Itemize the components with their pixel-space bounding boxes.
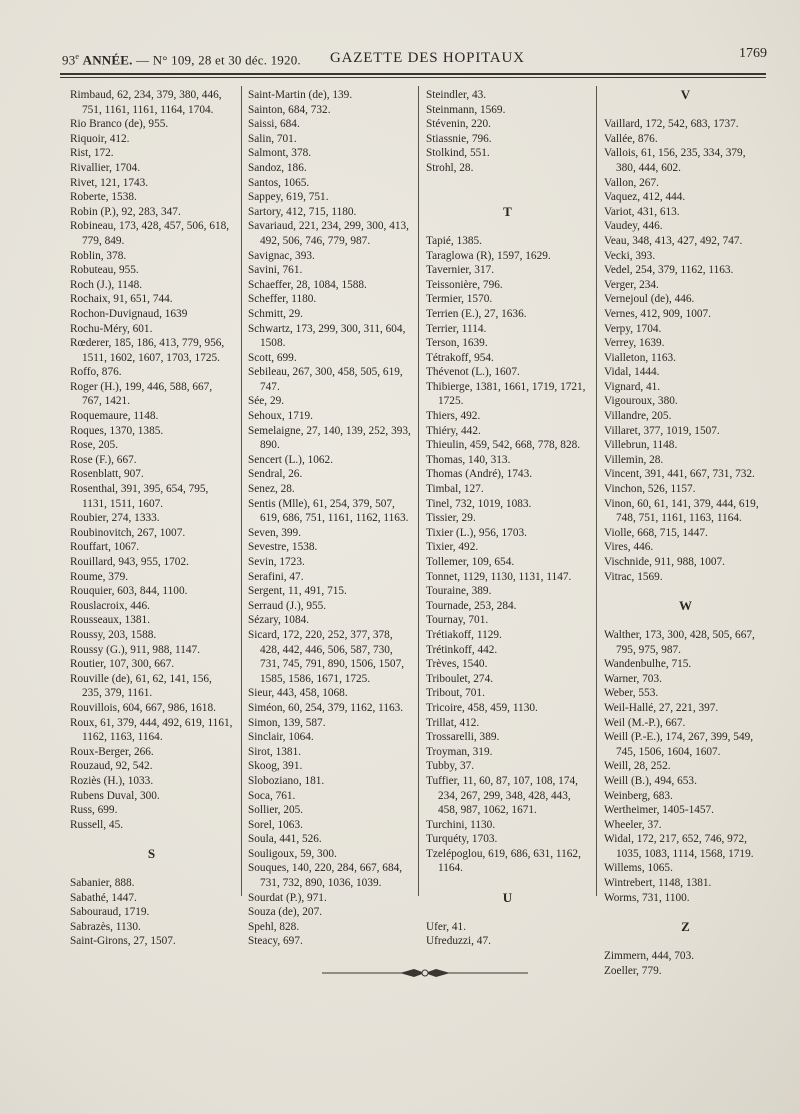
section-letter: T: [503, 203, 513, 219]
index-entry: Sartory, 412, 715, 1180.: [248, 205, 357, 218]
edition-suffix: e: [75, 52, 80, 61]
spacer: [426, 190, 590, 205]
index-entry: Rose, 205.: [70, 439, 119, 452]
index-entry: Terrier, 1114.: [426, 322, 487, 335]
index-entry: Vaillard, 172, 542, 683, 1737.: [604, 118, 739, 131]
index-entry: Weinberg, 683.: [604, 789, 673, 802]
index-entry: Trillat, 412.: [426, 716, 480, 729]
index-entry: Villandre, 205.: [604, 410, 672, 423]
index-entry: Vidal, 1444.: [604, 366, 660, 379]
index-entry: Rimbaud, 62, 234, 379, 380, 446, 751, 1161, 1161, 1164, 1704.: [70, 89, 222, 116]
index-entry: Willems, 1065.: [604, 862, 673, 875]
index-entry: Scott, 699.: [248, 351, 297, 364]
index-entry: Roux-Berger, 266.: [70, 745, 154, 758]
index-entry: Weil-Hallé, 27, 221, 397.: [604, 701, 719, 714]
index-entry: Rosenthal, 391, 395, 654, 795, 1131, 1511, 1607.: [70, 483, 209, 510]
spacer: [426, 176, 590, 191]
index-entry: Verger, 234.: [604, 278, 659, 291]
index-entry: Santos, 1065.: [248, 176, 310, 189]
index-entry: Sainton, 684, 732.: [248, 103, 331, 116]
index-entry: Saint-Martin (de), 139.: [248, 89, 353, 101]
index-entry: Rivallier, 1704.: [70, 161, 141, 174]
index-entry: Teissonière, 796.: [426, 278, 503, 291]
index-entry: Sollier, 205.: [248, 804, 304, 817]
index-entry: Vallon, 267.: [604, 176, 659, 189]
index-entry: Savariaud, 221, 234, 299, 300, 413, 492, 506, 746, 779, 987.: [248, 220, 409, 247]
index-entry: Roffo, 876.: [70, 366, 122, 379]
spacer: [604, 905, 768, 920]
index-entry: Thomas, 140, 313.: [426, 453, 511, 466]
index-entry: Rouzaud, 92, 542.: [70, 760, 153, 773]
section-letter: U: [502, 889, 514, 905]
index-entry: Slobozianо, 181.: [248, 774, 325, 787]
index-entry: Schaeffer, 28, 1084, 1588.: [248, 278, 367, 291]
spacer: [604, 103, 768, 118]
index-entry: Trèves, 1540.: [426, 658, 488, 671]
index-entry: Terrien (E.), 27, 1636.: [426, 307, 527, 320]
index-entry: Wandenbulhe, 715.: [604, 658, 692, 671]
page-number: 1769: [739, 46, 767, 61]
index-entry: Souligoux, 59, 300.: [248, 847, 337, 860]
spacer: [70, 861, 234, 876]
index-entry: Sergent, 11, 491, 715.: [248, 585, 347, 598]
index-entry: Saissi, 684.: [248, 118, 300, 131]
index-entry: Salin, 701.: [248, 132, 297, 145]
index-entry: Wintrebert, 1148, 1381.: [604, 877, 712, 890]
journal-title: GAZETTE DES HOPITAUX: [330, 50, 525, 66]
index-entry: Sevin, 1723.: [248, 556, 305, 568]
index-entry: Sabouraud, 1719.: [70, 906, 150, 919]
index-column-4: [604, 88, 768, 978]
index-entry: Thévenot (L.), 1607.: [426, 366, 520, 379]
spacer: [604, 613, 768, 628]
index-entry: Weill (P.-E.), 174, 267, 399, 549, 745, 1506, 1604, 1607.: [604, 731, 754, 758]
index-entry: Rist, 172.: [70, 147, 114, 160]
index-entry: Vigouroux, 380.: [604, 395, 678, 408]
index-entry: Touraine, 389.: [426, 585, 492, 598]
index-entry: Thomas (André), 1743.: [426, 468, 533, 481]
index-entry: Roux, 61, 379, 444, 492, 619, 1161, 1162, 1163, 1164.: [70, 716, 233, 744]
section-letter: W: [679, 597, 693, 613]
index-entry: Sappey, 619, 751.: [248, 191, 329, 204]
index-entry: Rivet, 121, 1743.: [70, 176, 149, 189]
index-entry: Routier, 107, 300, 667.: [70, 658, 175, 671]
index-entry: Rio Branco (de), 955.: [70, 118, 169, 131]
index-entry: Tixier (L.), 956, 1703.: [426, 526, 527, 539]
index-entry: Roussy (G.), 911, 988, 1147.: [70, 643, 201, 656]
index-entry: Riquoir, 412.: [70, 132, 130, 145]
index-entry: Souques, 140, 220, 284, 667, 684, 731, 732, 890, 1036, 1039.: [248, 862, 403, 890]
index-entry: Siméon, 60, 254, 379, 1162, 1163.: [248, 701, 404, 714]
index-entry: Simon, 139, 587.: [248, 716, 326, 729]
header-rule-thin: [60, 77, 766, 78]
index-entry: Sieur, 443, 458, 1068.: [248, 687, 348, 700]
index-entry: Tétrakoff, 954.: [426, 351, 494, 364]
index-entry: Trétiakoff, 1129.: [426, 628, 502, 641]
index-entry: Serafini, 47.: [248, 570, 304, 583]
index-entry: Thieulin, 459, 542, 668, 778, 828.: [426, 439, 581, 452]
index-column-2: [248, 88, 412, 949]
index-entry: Tournay, 701.: [426, 614, 489, 627]
index-entry: Vignard, 41.: [604, 380, 661, 393]
index-entry: Rouville (de), 61, 62, 141, 156, 235, 379, 1161.: [70, 672, 212, 700]
index-entry: Vitrac, 1569.: [604, 570, 663, 583]
section-letter: V: [680, 87, 692, 102]
index-entry: Roubier, 274, 1333.: [70, 512, 160, 525]
index-entry: Saint-Girons, 27, 1507.: [70, 935, 176, 948]
index-entry: Sourdat (P.), 971.: [248, 891, 327, 904]
index-entry: Weill (B.), 494, 653.: [604, 774, 697, 787]
index-entry: Soula, 441, 526.: [248, 833, 322, 846]
index-entry: Roume, 379.: [70, 570, 129, 583]
index-column-1: [70, 88, 234, 949]
index-entry: Sézary, 1084.: [248, 614, 310, 627]
index-entry: Ufreduzzi, 47.: [426, 935, 491, 948]
index-entry: Tzelépoglou, 619, 686, 631, 1162, 1164.: [426, 847, 581, 875]
index-entry: Semelaigne, 27, 140, 139, 252, 393, 890.: [248, 424, 411, 452]
index-entry: Wertheimer, 1405-1457.: [604, 804, 715, 817]
index-entry: Spehl, 828.: [248, 920, 300, 933]
index-entry: Rochaix, 91, 651, 744.: [70, 293, 173, 306]
index-entry: Sabathé, 1447.: [70, 891, 137, 904]
index-entry: Stolkind, 551.: [426, 147, 490, 160]
index-entry: Vialleton, 1163.: [604, 351, 677, 364]
index-entry: Rouquier, 603, 844, 1100.: [70, 585, 188, 598]
index-entry: Roubinovitch, 267, 1007.: [70, 526, 186, 539]
index-entry: Sirot, 1381.: [248, 745, 302, 758]
index-entry: Savignac, 393.: [248, 249, 315, 262]
column-divider: [596, 86, 597, 896]
index-entry: Vinchon, 526, 1157.: [604, 483, 696, 496]
index-entry: Roques, 1370, 1385.: [70, 424, 164, 437]
index-entry: Roussy, 203, 1588.: [70, 628, 157, 641]
annee-label: ANNÉE.: [82, 52, 133, 68]
column-divider: [241, 86, 242, 896]
index-entry: Stiassnie, 796.: [426, 132, 492, 145]
index-entry: Scheffer, 1180.: [248, 293, 317, 306]
issue-info: — N° 109, 28 et 30 déc. 1920.: [136, 52, 301, 68]
index-entry: Troyman, 319.: [426, 745, 493, 758]
index-entry: Sendral, 26.: [248, 468, 303, 481]
index-entry: Roquemaure, 1148.: [70, 410, 159, 423]
index-entry: Sabrazès, 1130.: [70, 920, 141, 933]
index-entry: Tonnet, 1129, 1130, 1131, 1147.: [426, 570, 572, 583]
index-entry: Tapié, 1385.: [426, 234, 482, 247]
index-entry: Vaquez, 412, 444.: [604, 191, 686, 204]
index-entry: Schmitt, 29.: [248, 307, 303, 320]
index-entry: Vecki, 393.: [604, 249, 656, 262]
index-entry: Worms, 731, 1100.: [604, 891, 690, 904]
index-entry: Trétinkoff, 442.: [426, 643, 498, 656]
index-entry: Rochu-Méry, 601.: [70, 322, 153, 335]
page-header: [62, 44, 767, 72]
index-entry: Tavernier, 317.: [426, 264, 495, 277]
index-entry: Thibierge, 1381, 1661, 1719, 1721, 1725.: [426, 380, 586, 408]
index-entry: Termier, 1570.: [426, 293, 493, 306]
index-entry: Sandoz, 186.: [248, 161, 307, 174]
spacer: [426, 905, 590, 920]
index-entry: Rouvillois, 604, 667, 986, 1618.: [70, 701, 216, 714]
index-entry: Turchini, 1130.: [426, 818, 496, 831]
index-entry: Zoeller, 779.: [604, 964, 662, 977]
index-entry: Steinmann, 1569.: [426, 103, 506, 116]
index-entry: Verrey, 1639.: [604, 337, 665, 350]
index-entry: Taraglowa (R), 1597, 1629.: [426, 249, 551, 262]
index-entry: Verpy, 1704.: [604, 322, 662, 335]
index-entry: Tinel, 732, 1019, 1083.: [426, 497, 532, 510]
index-entry: Villebrun, 1148.: [604, 439, 678, 452]
edition-number: 93: [62, 52, 76, 68]
index-entry: Robineau, 173, 428, 457, 506, 618, 779, 849.: [70, 220, 230, 247]
spacer: [604, 934, 768, 949]
index-entry: Weil (M.-P.), 667.: [604, 716, 686, 729]
index-entry: Weill, 28, 252.: [604, 760, 671, 773]
index-entry: Vires, 446.: [604, 541, 654, 554]
index-column-3: [426, 88, 590, 949]
index-entry: Rochon-Duvignaud, 1639: [70, 307, 188, 320]
index-entry: Robin (P.), 92, 283, 347.: [70, 205, 181, 218]
index-entry: Strohl, 28.: [426, 161, 474, 174]
index-entry: Violle, 668, 715, 1447.: [604, 526, 708, 539]
index-entry: Widal, 172, 217, 652, 746, 972, 1035, 1083, 1114, 1568, 1719.: [604, 833, 754, 860]
index-entry: Vischnide, 911, 988, 1007.: [604, 556, 725, 568]
index-entry: Weber, 553.: [604, 687, 659, 700]
index-entry: Sorel, 1063.: [248, 818, 303, 831]
index-entry: Rouslacroix, 446.: [70, 599, 151, 612]
index-entry: Souza (de), 207.: [248, 906, 323, 919]
index-entry: Steindler, 43.: [426, 89, 487, 101]
index-entry: Roberte, 1538.: [70, 191, 137, 204]
index-entry: Senez, 28.: [248, 483, 295, 496]
index-entry: Skoog, 391.: [248, 760, 303, 773]
index-entry: Steacy, 697.: [248, 935, 303, 948]
section-letter: S: [147, 845, 157, 861]
section-letter: Z: [681, 918, 691, 934]
index-entry: Thiers, 492.: [426, 410, 481, 423]
index-entry: Rouillard, 943, 955, 1702.: [70, 556, 189, 568]
index-entry: Roger (H.), 199, 446, 588, 667, 767, 1421.: [70, 380, 213, 408]
index-entry: Schwartz, 173, 299, 300, 311, 604, 1508.: [248, 322, 406, 350]
spacer: [426, 219, 590, 234]
index-entry: Russell, 45.: [70, 818, 124, 831]
index-entry: Veau, 348, 413, 427, 492, 747.: [604, 234, 743, 247]
index-entry: Tollemer, 109, 654.: [426, 556, 515, 568]
index-entry: Rubens Duval, 300.: [70, 789, 160, 802]
index-entry: Sabanier, 888.: [70, 877, 135, 890]
index-entry: Salmont, 378.: [248, 147, 312, 160]
edition-line: [62, 52, 301, 68]
index-entry: Vedel, 254, 379, 1162, 1163.: [604, 264, 734, 277]
spacer: [426, 876, 590, 891]
index-entry: Tricoire, 458, 459, 1130.: [426, 701, 538, 714]
index-entry: Rouffart, 1067.: [70, 541, 140, 554]
index-entry: Seven, 399.: [248, 526, 302, 539]
index-entry: Tuffier, 11, 60, 87, 107, 108, 174, 234, 267, 299, 348, 428, 443, 458, 987, 1062, 1671.: [426, 774, 578, 817]
index-entry: Sebileau, 267, 300, 458, 505, 619, 747.: [248, 366, 403, 393]
index-entry: Sentis (Mlle), 61, 254, 379, 507, 619, 686, 751, 1161, 1162, 1163.: [248, 497, 409, 525]
index-entry: Variot, 431, 613.: [604, 205, 680, 218]
index-entry: Rousseaux, 1381.: [70, 614, 151, 627]
index-entry: Vaudey, 446.: [604, 220, 663, 233]
index-entry: Walther, 173, 300, 428, 505, 667, 795, 975, 987.: [604, 628, 755, 656]
index-entry: Serraud (J.), 955.: [248, 599, 327, 612]
index-entry: Warner, 703.: [604, 672, 662, 685]
footer-ornament: [322, 966, 528, 980]
column-divider: [418, 86, 419, 896]
index-entry: Vallée, 876.: [604, 132, 658, 145]
index-entry: Sevestre, 1538.: [248, 541, 318, 554]
index-entry: Tournade, 253, 284.: [426, 599, 517, 612]
index-entry: Soca, 761.: [248, 789, 296, 802]
index-entry: Vinon, 60, 61, 141, 379, 444, 619, 748, 751, 1161, 1163, 1164.: [604, 497, 759, 525]
header-rule-thick: [60, 73, 766, 75]
index-entry: Savini, 761.: [248, 264, 303, 277]
index-entry: Robuteau, 955.: [70, 264, 139, 277]
index-entry: Stévenin, 220.: [426, 118, 491, 131]
spacer: [604, 584, 768, 599]
index-entry: Villaret, 377, 1019, 1507.: [604, 424, 720, 437]
index-entry: Russ, 699.: [70, 804, 118, 817]
index-entry: Roziès (H.), 1033.: [70, 774, 154, 787]
index-entry: Ufer, 41.: [426, 920, 467, 933]
index-entry: Zimmern, 444, 703.: [604, 950, 695, 963]
index-entry: Triboulet, 274.: [426, 672, 494, 685]
index-entry: Thiéry, 442.: [426, 424, 481, 437]
index-entry: Vallois, 61, 156, 235, 334, 379, 380, 444, 602.: [604, 147, 746, 174]
spacer: [70, 832, 234, 847]
index-entry: Sencert (L.), 1062.: [248, 453, 334, 466]
index-entry: Sinclair, 1064.: [248, 731, 314, 744]
index-entry: Sehoux, 1719.: [248, 410, 313, 423]
index-entry: Tribout, 701.: [426, 687, 485, 700]
index-entry: Rœderer, 185, 186, 413, 779, 956, 1511, 1602, 1607, 1703, 1725.: [70, 337, 225, 364]
index-entry: Trossarelli, 389.: [426, 731, 500, 744]
index-entry: Roblin, 378.: [70, 249, 127, 262]
index-entry: Terson, 1639.: [426, 337, 488, 350]
index-entry: Wheeler, 37.: [604, 818, 662, 831]
index-entry: Tissier, 29.: [426, 512, 476, 525]
index-entry: Tixier, 492.: [426, 541, 479, 554]
index-entry: Tubby, 37.: [426, 760, 475, 773]
index-entry: Villemin, 28.: [604, 453, 664, 466]
index-entry: Vernes, 412, 909, 1007.: [604, 307, 711, 320]
index-entry: Rose (F.), 667.: [70, 453, 137, 466]
index-entry: Vernejoul (de), 446.: [604, 293, 695, 306]
index-entry: Timbal, 127.: [426, 483, 484, 496]
index-entry: Vincent, 391, 441, 667, 731, 732.: [604, 468, 755, 481]
index-entry: Roch (J.), 1148.: [70, 278, 143, 291]
index-entry: Rosenblatt, 907.: [70, 468, 144, 481]
index-entry: Sée, 29.: [248, 395, 285, 408]
index-entry: Turquéty, 1703.: [426, 833, 498, 846]
index-entry: Sicard, 172, 220, 252, 377, 378, 428, 442, 446, 506, 587, 730, 731, 745, 791, 890, 1506, 1507, 1585, 1586, 1671, 1725.: [248, 628, 405, 685]
